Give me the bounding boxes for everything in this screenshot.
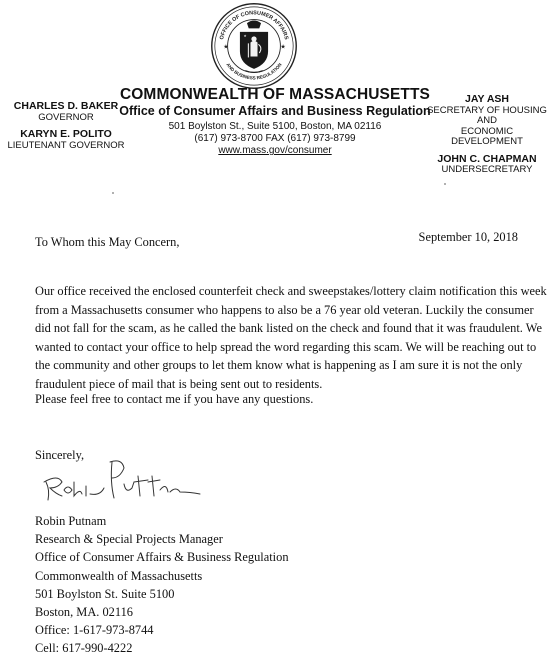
- governor-title: GOVERNOR: [38, 111, 94, 123]
- website-link-text[interactable]: www.mass.gov/consumer: [218, 145, 332, 156]
- seal-ring-top-text: OFFICE OF CONSUMER AFFAIRS: [218, 10, 290, 41]
- signer-name: Robin Putnam: [35, 514, 107, 528]
- letter-salutation: To Whom this May Concern,: [35, 235, 180, 249]
- signature-block: [35, 512, 289, 658]
- secretary-title-line2: ECONOMIC DEVELOPMENT: [451, 125, 523, 147]
- left-officials: [6, 101, 126, 151]
- undersecretary-title: UNDERSECRETARY: [441, 164, 533, 175]
- signer-state: Commonwealth of Massachusetts: [35, 568, 203, 583]
- agency-name: COMMONWEALTH OF MASSACHUSETTS: [119, 86, 430, 103]
- right-officials: [424, 94, 550, 176]
- svg-text:★: ★: [243, 34, 247, 39]
- svg-text:★: ★: [280, 44, 286, 51]
- handwritten-signature: [40, 452, 220, 510]
- letter-date: September 10, 2018: [418, 230, 518, 244]
- office-name: Office of Consumer Affairs and Business Regulation: [119, 104, 431, 118]
- letter-paragraph-1: Our office received the enclosed counterfeit check and sweepstakes/lottery claim notification this week from a Massachusetts consumer who happens to also be a 76 year old veteran. Luckily the consumer did not fall for the scam, as he called the bank listed on the check and found that it was fraudulent. We wanted to contact your office to help spread the word regarding this scam. We will be reaching out to the community and other groups to let them know what is happening as I am sure it is not the only fraudulent piece of mail that is being sent out to residents.: [35, 284, 547, 391]
- massachusetts-seal: [210, 2, 298, 90]
- signer-street: 501 Boylston St. Suite 5100: [35, 586, 175, 601]
- undersecretary-name: JOHN C. CHAPMAN: [437, 152, 537, 165]
- secretary-title-line1: SECRETARY OF HOUSING AND: [427, 104, 547, 126]
- signer-city: Boston, MA. 02116: [35, 605, 133, 620]
- seal-ring-bottom-text: AND BUSINESS REGULATION: [225, 62, 283, 81]
- lieutenant-governor-name: KARYN E. POLITO: [20, 128, 112, 140]
- office-address: 501 Boylston St., Suite 5100, Boston, MA 02116: [168, 121, 382, 132]
- governor-name: CHARLES D. BAKER: [13, 100, 119, 112]
- signer-title: Research & Special Projects Manager: [35, 532, 223, 547]
- secretary-name: JAY ASH: [465, 93, 509, 105]
- signer-cell-phone: Cell: 617-990-4222: [35, 641, 133, 656]
- website-link[interactable]: [100, 145, 450, 156]
- letter-paragraph-2: Please feel free to contact me if you have any questions.: [35, 392, 314, 406]
- svg-text:★: ★: [223, 44, 229, 51]
- signer-office: Office of Consumer Affairs & Business Regulation: [35, 550, 289, 565]
- signer-office-phone: Office: 1-617-973-8744: [35, 623, 154, 638]
- letter-closing: Sincerely,: [35, 448, 85, 462]
- lieutenant-governor-title: LIEUTENANT GOVERNOR: [7, 139, 125, 151]
- office-phone-fax: (617) 973-8700 FAX (617) 973-8799: [194, 133, 356, 144]
